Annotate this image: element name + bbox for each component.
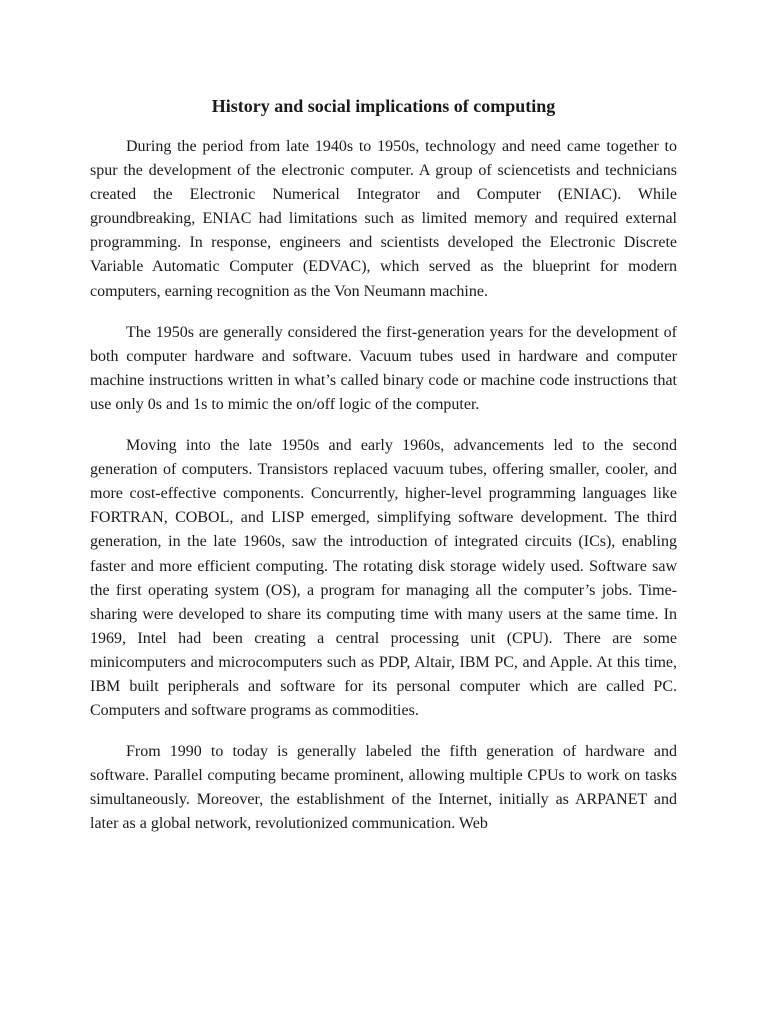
paragraph-4: From 1990 to today is generally labeled the fifth generation of hardware and software. Parallel computing became prominent, allowing multiple CPUs to work on tasks simultaneously. Moreover, the establishment of the Internet, initially as ARPANET and later as a global network, revolutionized communication. Web [90, 743, 677, 833]
paragraph-3: Moving into the late 1950s and early 1960s, advancements led to the second generation of computers. Transistors replaced vacuum tubes, offering smaller, cooler, and more cost-effective components. Concurrently, higher-level programming languages like FORTRAN, COBOL, and LISP emerged, simplifying software development. The third generation, in the late 1960s, saw the introduction of integrated circuits (ICs), enabling faster and more efficient computing. The rotating disk storage widely used. Software saw the first operating system (OS), a program for managing all the computer’s jobs. Time-sharing were developed to share its computing time with many users at the same time. In 1969, Intel had been creating a central processing unit (CPU). There are some minicomputers and microcomputers such as PDP, Altair, IBM PC, and Apple. At this time, IBM built peripherals and software for its personal computer which are called PC. Computers and software programs as commodities. [90, 437, 677, 720]
document-body [90, 95, 677, 854]
document-title: History and social implications of computing [211, 96, 556, 116]
paragraph-2: The 1950s are generally considered the first-generation years for the development of both computer hardware and software. Vacuum tubes used in hardware and computer machine instructions written in what’s called binary code or machine code instructions that use only 0s and 1s to mimic the on/off logic of the computer. [90, 323, 677, 413]
paragraph-1: During the period from late 1940s to 1950s, technology and need came together to spur the development of the electronic computer. A group of sciencetists and technicians created the Electronic Numerical Integrator and Computer (ENIAC). While groundbreaking, ENIAC had limitations such as limited memory and required external programming. In response, engineers and scientists developed the Electronic Discrete Variable Automatic Computer (EDVAC), which served as the blueprint for modern computers, earning recognition as the Von Neumann machine. [90, 138, 677, 300]
